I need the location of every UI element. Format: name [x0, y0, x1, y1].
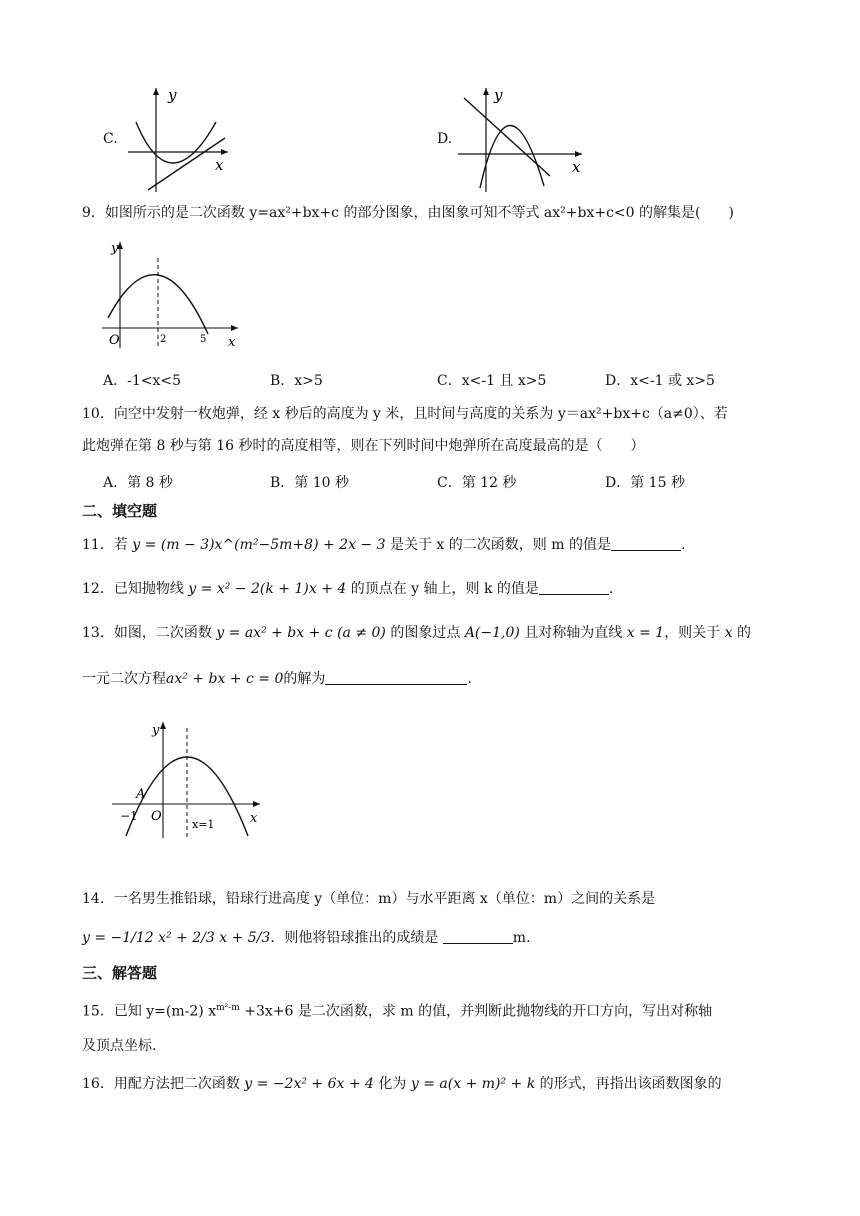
q9-tick-2: 2: [160, 334, 167, 345]
option-d-graph: [458, 84, 588, 196]
q9-origin-label: O: [109, 333, 120, 348]
q13-point-a-label: A: [136, 787, 146, 802]
question-14-line1: 14．一名男生推铅球，铅球行进高度 y（单位：m）与水平距离 x（单位：m）之间的关系是: [82, 891, 656, 907]
option-c-graph: [120, 84, 235, 196]
q10-option-d[interactable]: D．第 15 秒: [605, 475, 685, 491]
q9-option-a[interactable]: A．-1<x<5: [103, 373, 182, 389]
q11-answer-blank[interactable]: [611, 536, 681, 551]
question-15-line1: 15．已知 y=(m-2) $x^{m^2-m} +3x+6$ 是二次函数，求 m 的值，并判断此抛物线的开口方向，写出对称轴: [82, 1003, 713, 1020]
q13-axis-label: x=1: [192, 818, 215, 831]
question-10-line1: 10．向空中发射一枚炮弹，经 x 秒后的高度为 y 米，且时间与高度的关系为 y＝ax²+bx+c（a≠0）、若: [82, 406, 728, 422]
c-y-label: y: [168, 86, 177, 104]
q10-option-b[interactable]: B．第 10 秒: [270, 475, 350, 491]
q16-formula-2: y = a(x + m)² + k: [410, 1076, 536, 1092]
q10-option-c[interactable]: C．第 12 秒: [437, 475, 517, 491]
question-10-line2: 此炮弹在第 8 秒与第 16 秒时的高度相等，则在下列时间中炮弹所在高度最高的是（ ）: [82, 438, 645, 454]
q14-answer-blank[interactable]: [443, 929, 513, 944]
q13-tick-neg1: −1: [120, 809, 138, 823]
question-15-line2: 及顶点坐标.: [82, 1038, 157, 1054]
q10-option-a[interactable]: A．第 8 秒: [103, 475, 173, 491]
q13-axis: x = 1: [626, 625, 665, 641]
q12-answer-blank[interactable]: [539, 580, 609, 595]
d-y-label: y: [494, 86, 503, 104]
d-x-label: x: [572, 158, 581, 176]
question-16: 16．用配方法把二次函数 y = −2x² + 6x + 4 化为 y = a(x + m)² + k 的形式，再指出该函数图象的: [82, 1076, 722, 1092]
q13-equation: ax² + bx + c = 0: [166, 671, 284, 687]
q9-tick-5: 5: [200, 334, 207, 345]
question-12: 12．已知抛物线 y = x² − 2(k + 1)x + 4 的顶点在 y 轴上，则 k 的值是 .: [82, 581, 614, 597]
q13-x-label: x: [250, 811, 258, 826]
q9-option-b[interactable]: B．x>5: [270, 373, 323, 389]
q13-y-label: y: [152, 723, 160, 738]
q9-x-label: x: [228, 335, 236, 350]
q9-y-label: y: [111, 241, 119, 256]
option-c-label: C.: [103, 131, 118, 147]
question-9-graph: [96, 236, 246, 352]
q14-formula: y = −1/12 x² + 2/3 x + 5/3: [82, 930, 271, 946]
option-d-label: D.: [437, 131, 453, 147]
q11-formula: y = (m − 3)x^(m²−5m+8) + 2x − 3: [132, 537, 386, 553]
q13-origin-label: O: [151, 809, 162, 824]
q9-option-d[interactable]: D．x<-1 或 x>5: [605, 373, 715, 389]
question-11: 11．若 y = (m − 3)x^(m²−5m+8) + 2x − 3 是关于 x 的二次函数，则 m 的值是 .: [82, 537, 686, 553]
section-answer-title: 三、解答题: [82, 964, 158, 982]
section-fill-blank-title: 二、填空题: [82, 502, 158, 520]
q12-formula: y = x² − 2(k + 1)x + 4: [188, 581, 347, 597]
q13-point: A(−1,0): [464, 625, 520, 641]
q9-option-c[interactable]: C．x<-1 且 x>5: [437, 373, 547, 389]
q16-formula-1: y = −2x² + 6x + 4: [244, 1076, 374, 1092]
question-13-line1: 13．如图，二次函数 y = ax² + bx + c (a ≠ 0) 的图象过点 A(−1,0) 且对称轴为直线 x = 1，则关于 x 的: [82, 625, 751, 641]
question-13-line2: 一元二次方程ax² + bx + c = 0的解为 .: [82, 671, 472, 687]
question-14-line2: y = −1/12 x² + 2/3 x + 5/3．则他将铅球推出的成绩是 m.: [82, 930, 531, 946]
question-9: 9．如图所示的是二次函数 y=ax²+bx+c 的部分图象，由图象可知不等式 ax²+bx+c<0 的解集是( ): [82, 205, 734, 221]
q13-formula: y = ax² + bx + c (a ≠ 0): [216, 625, 386, 641]
c-x-label: x: [215, 156, 224, 174]
question-13-graph: [108, 718, 268, 840]
q13-answer-blank[interactable]: [325, 670, 467, 685]
